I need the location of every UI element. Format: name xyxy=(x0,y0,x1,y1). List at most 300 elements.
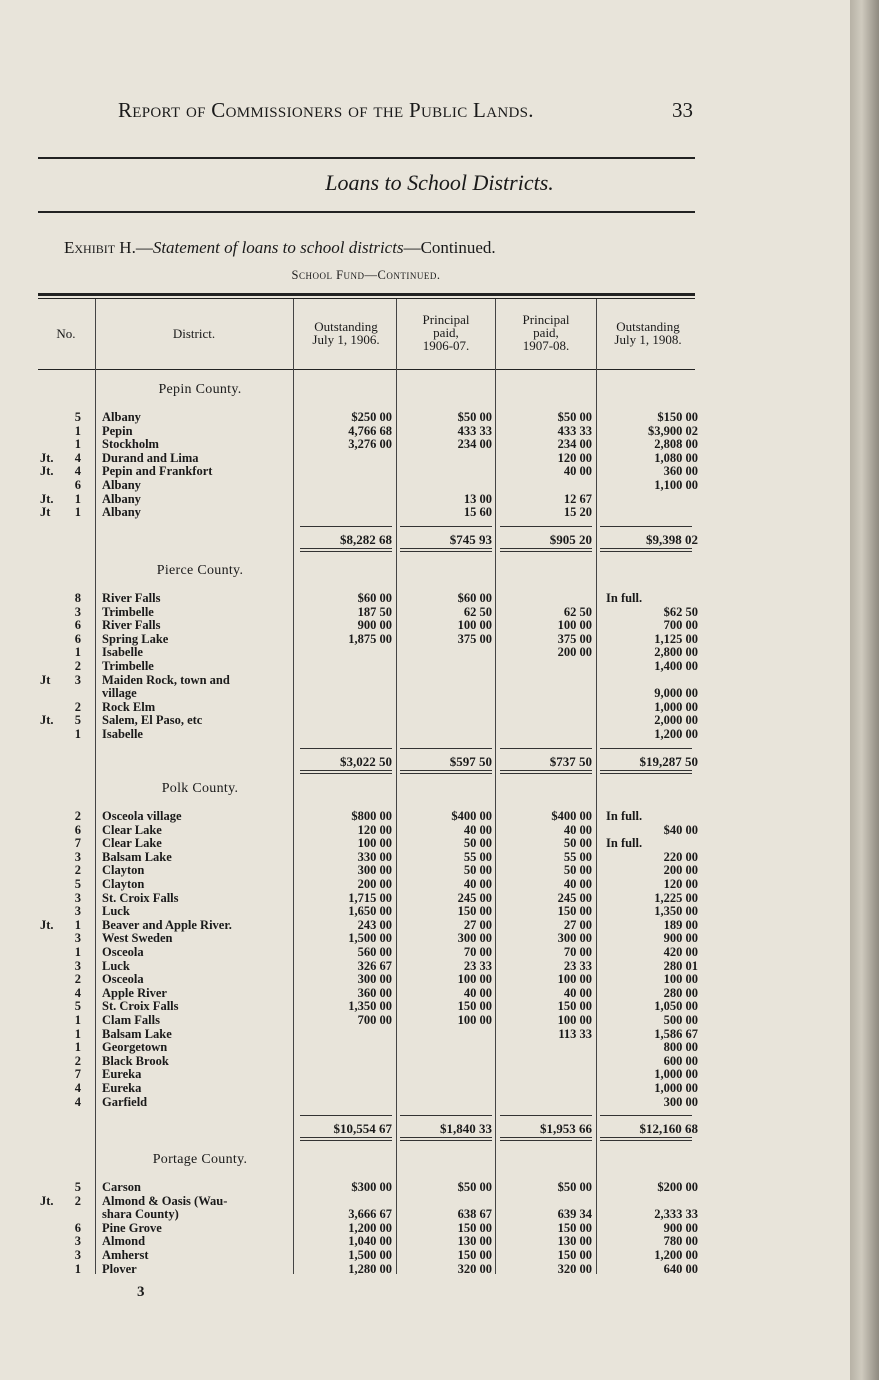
table-row xyxy=(40,506,700,519)
outstanding-1908: 500 00 xyxy=(663,1013,698,1027)
outstanding-1908: 1,586 67 xyxy=(654,1026,698,1041)
total-rule xyxy=(500,773,592,774)
table-row xyxy=(40,878,700,891)
outstanding-1908: 1,000 00 xyxy=(654,1067,698,1082)
district-number: 3 xyxy=(74,672,81,687)
header-district: District. xyxy=(172,326,216,341)
table-row xyxy=(40,1055,700,1068)
paid-1907-08: 150 00 xyxy=(557,1248,592,1262)
total-rule xyxy=(400,548,492,549)
district-number: 1 xyxy=(74,1026,81,1041)
district-number: 3 xyxy=(74,890,81,905)
total-rule xyxy=(600,773,692,774)
district-name: Isabelle xyxy=(102,728,143,741)
table-row xyxy=(40,619,700,632)
paid-1907-08: $50 00 xyxy=(557,410,592,424)
total-rule xyxy=(500,1140,592,1141)
outstanding-1906: 300 00 xyxy=(357,972,392,987)
district-name: Osceola xyxy=(102,973,144,987)
district-number: 1 xyxy=(74,1040,81,1055)
outstanding-1906: 200 00 xyxy=(357,877,392,891)
total-d: $12,160 68 xyxy=(639,1121,698,1137)
table-row xyxy=(40,465,700,478)
paid-1907-08: 113 33 xyxy=(558,1026,592,1041)
district-name: West Sweden xyxy=(102,932,173,946)
table-row xyxy=(40,1041,700,1054)
table-row xyxy=(40,946,700,959)
paid-1907-08: 40 00 xyxy=(563,985,592,1000)
total-a: $8,282 68 xyxy=(340,531,392,547)
outstanding-1908: 1,350 00 xyxy=(654,904,698,919)
paid-1907-08: 62 50 xyxy=(563,604,592,619)
table-row xyxy=(40,438,700,451)
outstanding-1908: 800 00 xyxy=(663,1040,698,1055)
district-number: 5 xyxy=(74,999,81,1014)
district-name: Clayton xyxy=(102,864,145,878)
exhibit-title xyxy=(64,238,496,258)
outstanding-1906: 1,200 00 xyxy=(348,1220,392,1235)
district-number: 4 xyxy=(74,464,81,479)
total-rule xyxy=(300,548,392,549)
paid-1907-08: 120 00 xyxy=(557,450,592,465)
district-name: Albany xyxy=(102,411,141,424)
table-row xyxy=(40,1082,700,1095)
district-number: 4 xyxy=(74,450,81,465)
district-name: Balsam Lake xyxy=(102,850,172,864)
district-number: 3 xyxy=(74,904,81,919)
outstanding-1906: 1,875 00 xyxy=(348,631,392,646)
paid-1906-07: $400 00 xyxy=(451,809,492,823)
row-prefix: Jt xyxy=(40,672,51,687)
district-name: Amherst xyxy=(102,1249,149,1262)
outstanding-1906: $60 00 xyxy=(357,591,392,605)
outstanding-1908: 900 00 xyxy=(663,1220,698,1235)
paid-1906-07: 50 00 xyxy=(463,836,492,851)
district-number: 1 xyxy=(74,1013,81,1027)
paid-1907-08: 639 34 xyxy=(557,1207,592,1222)
district-name: Osceola village xyxy=(102,810,182,823)
total-rule xyxy=(300,1115,392,1116)
table-row xyxy=(40,960,700,973)
outstanding-1908: $40 00 xyxy=(663,822,698,837)
table-row xyxy=(40,824,700,837)
paid-1906-07: 245 00 xyxy=(457,890,492,905)
table-top-rule xyxy=(38,293,695,296)
table-row xyxy=(40,905,700,918)
district-name: Beaver and Apple River. xyxy=(102,918,232,932)
paid-1906-07: 13 00 xyxy=(463,491,492,506)
table-row xyxy=(40,810,700,823)
paid-1906-07: 100 00 xyxy=(457,618,492,633)
district-name: Pepin and Frankfort xyxy=(102,465,213,479)
outstanding-1908: 360 00 xyxy=(663,464,698,479)
table-row xyxy=(40,660,700,673)
running-header: Report of Commissioners of the Public Lands. xyxy=(118,98,534,122)
row-prefix: Jt xyxy=(40,505,51,520)
district-number: 6 xyxy=(74,1220,81,1235)
paid-1907-08: 320 00 xyxy=(557,1261,592,1276)
outstanding-1906: 4,766 68 xyxy=(348,423,392,438)
district-number: 6 xyxy=(74,618,81,633)
header-outstanding-1908 xyxy=(598,320,698,346)
total-rule xyxy=(500,551,592,552)
district-name: Clayton xyxy=(102,878,145,891)
outstanding-1908: 700 00 xyxy=(663,618,698,633)
table-row xyxy=(40,674,700,687)
paid-1907-08: 375 00 xyxy=(557,631,592,646)
exhibit-label: Exhibit H.— xyxy=(64,238,153,257)
paid-1907-08: 100 00 xyxy=(557,972,592,987)
paid-1906-07: 55 00 xyxy=(463,849,492,864)
outstanding-1908: 280 00 xyxy=(663,985,698,1000)
table-row xyxy=(40,1222,700,1235)
outstanding-1908: 1,225 00 xyxy=(654,890,698,905)
total-rule xyxy=(500,1115,592,1116)
outstanding-1906: 360 00 xyxy=(357,985,392,1000)
table-row xyxy=(40,1014,700,1027)
paid-1907-08: 433 33 xyxy=(557,423,592,438)
total-rule xyxy=(300,1140,392,1141)
outstanding-1906: 1,040 00 xyxy=(348,1234,392,1249)
paid-1907-08: 23 33 xyxy=(563,958,592,973)
county-heading: Pepin County. xyxy=(158,382,242,397)
outstanding-1908: In full. xyxy=(606,591,643,605)
district-name: Pine Grove xyxy=(102,1221,162,1235)
outstanding-1908: $150 00 xyxy=(657,410,698,424)
total-rule xyxy=(600,548,692,549)
district-number: 1 xyxy=(74,437,81,452)
table-row xyxy=(40,714,700,727)
district-number: 2 xyxy=(74,809,81,823)
district-name: Trimbelle xyxy=(102,605,154,619)
table-row xyxy=(40,701,700,714)
paid-1906-07: 150 00 xyxy=(457,1220,492,1235)
district-name: Spring Lake xyxy=(102,632,169,646)
outstanding-1906: 900 00 xyxy=(357,618,392,633)
paid-1907-08: 234 00 xyxy=(557,437,592,452)
table-row xyxy=(40,687,700,700)
district-name: Almond xyxy=(102,1235,146,1249)
county-total-row xyxy=(40,1121,700,1135)
table-row xyxy=(40,1208,700,1221)
outstanding-1908: 220 00 xyxy=(663,849,698,864)
header-paid-0607 xyxy=(398,313,494,352)
table-row xyxy=(40,851,700,864)
county-heading: Portage County. xyxy=(152,1152,248,1167)
district-number: 5 xyxy=(74,1180,81,1194)
outstanding-1908: 200 00 xyxy=(663,863,698,878)
table-row xyxy=(40,425,700,438)
total-c: $737 50 xyxy=(549,753,592,769)
district-name: Luck xyxy=(102,959,130,973)
paid-1906-07: 23 33 xyxy=(463,958,492,973)
total-rule xyxy=(500,1137,592,1138)
paid-1906-07: 62 50 xyxy=(463,604,492,619)
total-c: $905 20 xyxy=(549,531,592,547)
paid-1907-08: 200 00 xyxy=(557,645,592,660)
header-outstanding-1906-line2: July 1, 1906. xyxy=(312,332,380,347)
district-name: Eureka xyxy=(102,1082,142,1095)
district-number: 4 xyxy=(74,1081,81,1095)
paid-1907-08: 55 00 xyxy=(563,849,592,864)
table-row xyxy=(40,411,700,424)
outstanding-1908: 780 00 xyxy=(663,1234,698,1249)
total-rule xyxy=(600,770,692,771)
outstanding-1906: $800 00 xyxy=(351,809,392,823)
total-rule xyxy=(600,551,692,552)
district-number: 3 xyxy=(74,931,81,946)
district-name: Trimbelle xyxy=(102,660,154,673)
header-paid-0607-line3: 1906-07. xyxy=(422,338,470,353)
row-prefix: Jt. xyxy=(40,1193,54,1208)
total-rule xyxy=(600,1140,692,1141)
district-name: St. Croix Falls xyxy=(102,891,179,905)
section-subtitle: Loans to School Districts. xyxy=(325,170,554,195)
paid-1907-08: 50 00 xyxy=(563,836,592,851)
outstanding-1908: $62 50 xyxy=(663,604,698,619)
table-row xyxy=(40,987,700,1000)
district-name: Durand and Lima xyxy=(102,451,199,465)
total-rule xyxy=(600,526,692,527)
paid-1907-08: 300 00 xyxy=(557,931,592,946)
paid-1906-07: 70 00 xyxy=(463,945,492,959)
district-name: Rock Elm xyxy=(102,700,156,714)
table-row xyxy=(40,973,700,986)
district-number: 5 xyxy=(74,410,81,424)
total-rule xyxy=(400,526,492,527)
total-rule xyxy=(400,551,492,552)
total-rule xyxy=(500,748,592,749)
table-row xyxy=(40,892,700,905)
paid-1907-08: 130 00 xyxy=(557,1234,592,1249)
district-number: 2 xyxy=(74,699,81,714)
outstanding-1908: 189 00 xyxy=(663,917,698,932)
paid-1907-08: 12 67 xyxy=(563,491,592,506)
header-paid-0708 xyxy=(498,313,594,352)
paid-1907-08: 40 00 xyxy=(563,877,592,891)
table-row xyxy=(40,646,700,659)
paid-1907-08: 70 00 xyxy=(563,945,592,959)
district-number: 7 xyxy=(74,836,81,851)
paid-1906-07: 100 00 xyxy=(457,1013,492,1027)
county-heading: Polk County. xyxy=(161,781,239,796)
outstanding-1908: 600 00 xyxy=(663,1053,698,1068)
district-name: Almond & Oasis (Wau- xyxy=(102,1194,228,1208)
row-prefix: Jt. xyxy=(40,917,54,932)
outstanding-1908: 420 00 xyxy=(663,945,698,959)
header-no: No. xyxy=(56,326,76,341)
table-row xyxy=(40,479,700,492)
paid-1906-07: 300 00 xyxy=(457,931,492,946)
outstanding-1906: 1,650 00 xyxy=(348,904,392,919)
table-row xyxy=(40,1096,700,1109)
district-number: 1 xyxy=(74,727,81,741)
signature-mark: 3 xyxy=(137,1284,145,1300)
table-row xyxy=(40,592,700,605)
paid-1906-07: 15 60 xyxy=(463,505,492,520)
district-number: 1 xyxy=(74,505,81,520)
district-number: 5 xyxy=(74,713,81,728)
rule-under-subtitle xyxy=(38,211,695,213)
paid-1906-07: 100 00 xyxy=(457,972,492,987)
header-outstanding-1906 xyxy=(296,320,396,346)
outstanding-1908: 280 01 xyxy=(663,958,698,973)
total-rule xyxy=(300,770,392,771)
table-row xyxy=(40,1195,700,1208)
district-name: Osceola xyxy=(102,946,144,959)
page-number: 33 xyxy=(672,98,693,122)
district-name: Luck xyxy=(102,905,130,919)
table-row xyxy=(40,864,700,877)
district-name: Albany xyxy=(102,492,141,506)
outstanding-1906: 120 00 xyxy=(357,822,392,837)
district-name: Maiden Rock, town and xyxy=(102,673,230,687)
district-number: 1 xyxy=(74,645,81,660)
paid-1906-07: 150 00 xyxy=(457,904,492,919)
district-name: Clear Lake xyxy=(102,823,162,837)
outstanding-1908: 2,800 00 xyxy=(654,645,698,660)
paid-1906-07: $50 00 xyxy=(457,410,492,424)
district-name: Albany xyxy=(102,506,141,520)
outstanding-1908: 900 00 xyxy=(663,931,698,946)
county-total-row xyxy=(40,532,700,546)
paid-1907-08: 150 00 xyxy=(557,904,592,919)
total-rule xyxy=(400,1115,492,1116)
total-c: $1,953 66 xyxy=(540,1121,592,1137)
district-name: Salem, El Paso, etc xyxy=(102,714,203,728)
district-number: 4 xyxy=(74,1094,81,1109)
total-rule xyxy=(300,773,392,774)
outstanding-1908: 9,000 00 xyxy=(654,686,698,701)
district-number: 1 xyxy=(74,423,81,438)
paid-1907-08: $50 00 xyxy=(557,1180,592,1194)
outstanding-1906: 1,350 00 xyxy=(348,999,392,1014)
paid-1906-07: $60 00 xyxy=(457,591,492,605)
total-rule xyxy=(300,526,392,527)
total-rule xyxy=(400,748,492,749)
district-name: Apple River xyxy=(102,986,167,1000)
total-rule xyxy=(300,551,392,552)
district-name: Georgetown xyxy=(102,1041,168,1055)
district-number: 1 xyxy=(74,1261,81,1276)
paid-1907-08: 40 00 xyxy=(563,464,592,479)
total-b: $1,840 33 xyxy=(440,1121,492,1137)
district-name: village xyxy=(102,687,137,701)
outstanding-1908: 640 00 xyxy=(663,1261,698,1276)
district-number: 1 xyxy=(74,491,81,506)
outstanding-1908: $200 00 xyxy=(657,1180,698,1194)
header-outstanding-1908-line1: Outstanding xyxy=(616,319,680,334)
district-name: Stockholm xyxy=(102,438,159,452)
total-rule xyxy=(400,1137,492,1138)
outstanding-1906: 700 00 xyxy=(357,1013,392,1027)
row-prefix: Jt. xyxy=(40,450,54,465)
district-name: Pepin xyxy=(102,424,133,438)
district-number: 2 xyxy=(74,1193,81,1208)
total-rule xyxy=(600,748,692,749)
outstanding-1908: 300 00 xyxy=(663,1094,698,1109)
outstanding-1906: 100 00 xyxy=(357,836,392,851)
table-row xyxy=(40,452,700,465)
district-number: 4 xyxy=(74,985,81,1000)
district-number: 2 xyxy=(74,1053,81,1068)
table-row xyxy=(40,1235,700,1248)
district-name: Plover xyxy=(102,1262,137,1276)
district-name: shara County) xyxy=(102,1208,179,1222)
district-number: 3 xyxy=(74,1248,81,1262)
paid-1906-07: 433 33 xyxy=(457,423,492,438)
district-number: 6 xyxy=(74,631,81,646)
total-rule xyxy=(300,748,392,749)
paid-1907-08: 27 00 xyxy=(563,917,592,932)
paid-1906-07: 40 00 xyxy=(463,822,492,837)
district-name: Clear Lake xyxy=(102,837,162,851)
district-number: 6 xyxy=(74,478,81,492)
total-rule xyxy=(300,1137,392,1138)
paid-1907-08: 100 00 xyxy=(557,618,592,633)
header-paid-0708-line3: 1907-08. xyxy=(522,338,570,353)
header-outstanding-1908-line2: July 1, 1908. xyxy=(614,332,682,347)
total-rule xyxy=(400,773,492,774)
district-name: Carson xyxy=(102,1181,141,1194)
table-row xyxy=(40,606,700,619)
outstanding-1906: 1,280 00 xyxy=(348,1261,392,1276)
paid-1906-07: $50 00 xyxy=(457,1180,492,1194)
paid-1907-08: 150 00 xyxy=(557,999,592,1014)
row-prefix: Jt. xyxy=(40,464,54,479)
district-number: 3 xyxy=(74,849,81,864)
paid-1906-07: 50 00 xyxy=(463,863,492,878)
total-d: $9,398 02 xyxy=(646,531,698,547)
paid-1906-07: 40 00 xyxy=(463,985,492,1000)
paid-1907-08: 40 00 xyxy=(563,822,592,837)
total-rule xyxy=(400,770,492,771)
district-number: 1 xyxy=(74,917,81,932)
paid-1907-08: 15 20 xyxy=(563,505,592,520)
paid-1906-07: 638 67 xyxy=(457,1207,492,1222)
outstanding-1908: 1,200 00 xyxy=(654,1248,698,1262)
paid-1907-08: 50 00 xyxy=(563,863,592,878)
header-paid-0708-line2: paid, xyxy=(533,325,559,340)
county-heading: Pierce County. xyxy=(156,563,244,578)
outstanding-1908: In full. xyxy=(606,836,643,851)
district-name: Garfield xyxy=(102,1095,148,1109)
district-name: Black Brook xyxy=(102,1054,169,1068)
outstanding-1908: $3,900 02 xyxy=(648,423,698,438)
outstanding-1906: 1,500 00 xyxy=(348,931,392,946)
outstanding-1908: 1,200 00 xyxy=(654,727,698,741)
table-row xyxy=(40,837,700,850)
district-name: Albany xyxy=(102,479,141,492)
total-rule xyxy=(500,526,592,527)
district-number: 2 xyxy=(74,972,81,987)
county-total-row xyxy=(40,754,700,768)
district-number: 3 xyxy=(74,958,81,973)
table-row xyxy=(40,633,700,646)
paid-1906-07: 40 00 xyxy=(463,877,492,891)
paid-1907-08: 100 00 xyxy=(557,1013,592,1027)
table-row xyxy=(40,728,700,741)
total-rule xyxy=(600,1115,692,1116)
paid-1906-07: 234 00 xyxy=(457,437,492,452)
outstanding-1908: 1,000 00 xyxy=(654,1081,698,1095)
total-b: $745 93 xyxy=(449,531,492,547)
total-rule xyxy=(500,770,592,771)
district-number: 2 xyxy=(74,659,81,673)
outstanding-1906: 1,715 00 xyxy=(348,890,392,905)
paid-1907-08: $400 00 xyxy=(551,809,592,823)
outstanding-1906: 1,500 00 xyxy=(348,1248,392,1262)
